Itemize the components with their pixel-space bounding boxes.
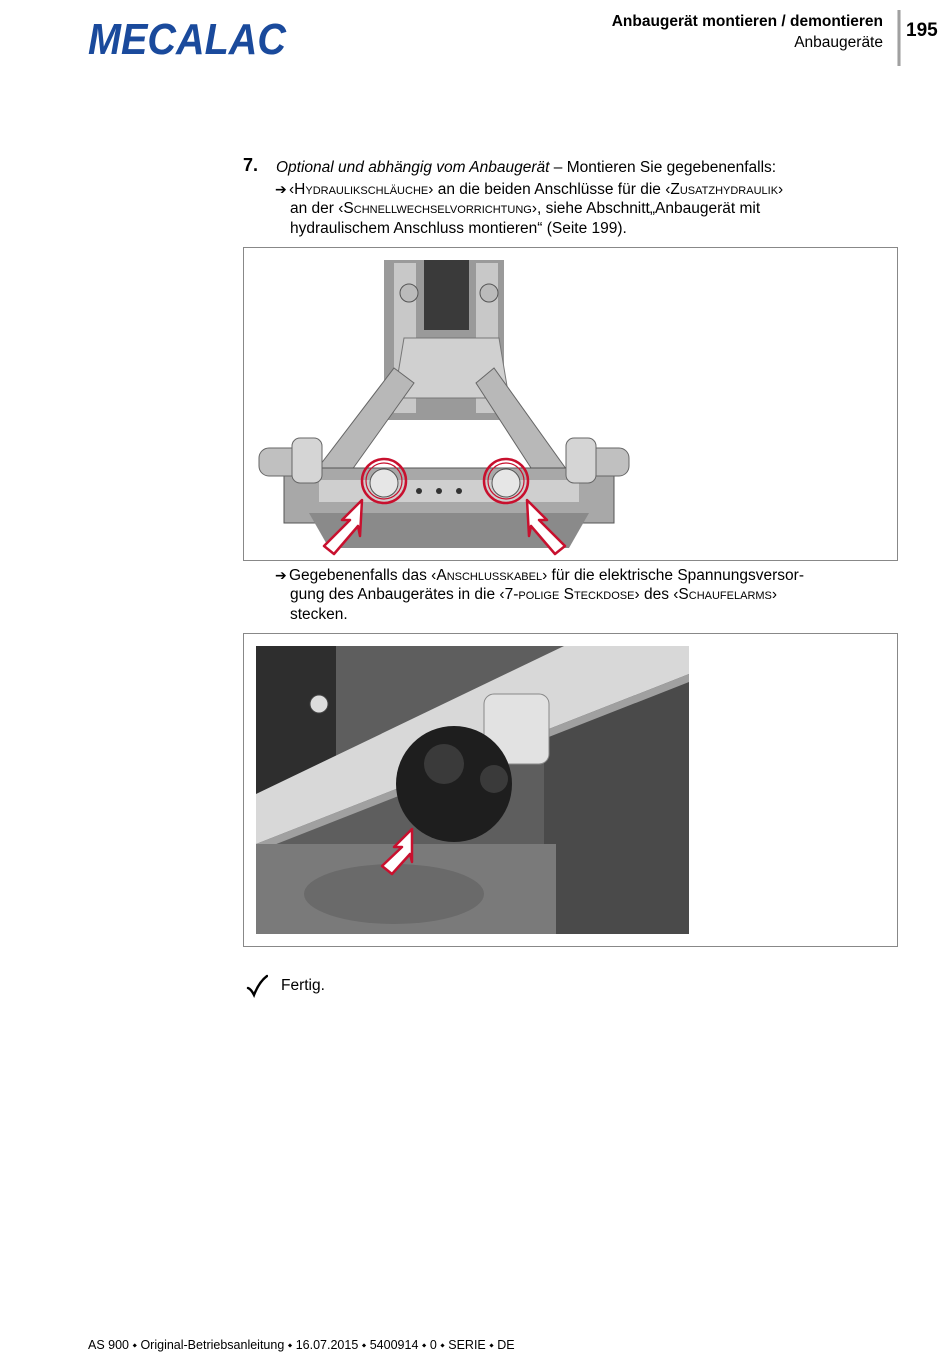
header-title: Anbaugerät montieren / demontieren <box>611 13 883 30</box>
text: › <box>778 181 784 198</box>
done-text: Fertig. <box>281 977 325 994</box>
text: gung des Anbaugerätes in die ‹ <box>290 586 505 603</box>
step-intro <box>276 158 776 178</box>
svg-text:MECALAC: MECALAC <box>88 15 288 60</box>
step-number: 7. <box>243 155 259 175</box>
text: › für die elektrische Spannungsversor- <box>542 567 804 584</box>
term-7-polige-steckdose: 7-polige Steckdose <box>504 586 635 603</box>
bullet1-line2 <box>290 199 760 219</box>
text: › an die beiden Anschlüsse für die ‹ <box>428 181 671 198</box>
bullet2-line1 <box>275 565 804 586</box>
arrow-right-icon: ➔ <box>275 181 287 197</box>
step-intro-rest: – Montieren Sie gegebenenfalls: <box>549 159 777 176</box>
socket-photo-illustration <box>244 634 897 946</box>
text: › <box>771 586 778 603</box>
term-zusatzhydraulik: Zusatzhydraulik <box>670 181 779 198</box>
header-subtitle: Anbaugeräte <box>794 34 883 51</box>
checkmark-icon <box>246 974 268 998</box>
term-anschlusskabel: Anschlusskabel <box>436 567 543 584</box>
term-hydraulikschlaeuche: Hydraulikschläuche <box>294 181 429 198</box>
text: ›, siehe Abschnitt„Anbaugerät mit <box>531 200 761 217</box>
text: › des ‹ <box>634 586 679 603</box>
bullet2-line2 <box>290 585 777 605</box>
term-schnellwechselvorrichtung: Schnellwechselvorrichtung <box>343 200 532 217</box>
text: an der ‹ <box>290 200 344 217</box>
text: ‹ <box>289 181 295 198</box>
footer: AS 900 ⬩ Original-Betriebsanleitung ⬩ 16.07.2015 ⬩ 5400914 ⬩ 0 ⬩ SERIE ⬩ DE <box>88 1338 515 1352</box>
bullet1-line3: hydraulischem Anschluss montieren“ (Seite 199). <box>290 220 627 237</box>
step-intro-italic: Optional und abhängig vom Anbaugerät <box>276 159 550 176</box>
text: Gegebenenfalls das ‹ <box>289 567 437 584</box>
header-divider <box>897 10 901 66</box>
term-schaufelarms: Schaufelarms <box>678 586 772 603</box>
bullet1-line1 <box>275 179 783 200</box>
quick-coupler-illustration <box>244 248 897 560</box>
arrow-right-icon: ➔ <box>275 567 287 583</box>
bullet2-line3: stecken. <box>290 606 348 623</box>
figure-socket <box>243 633 898 947</box>
figure-quick-coupler <box>243 247 898 561</box>
mecalac-logo <box>88 14 288 60</box>
page-number: 195 <box>906 20 938 41</box>
